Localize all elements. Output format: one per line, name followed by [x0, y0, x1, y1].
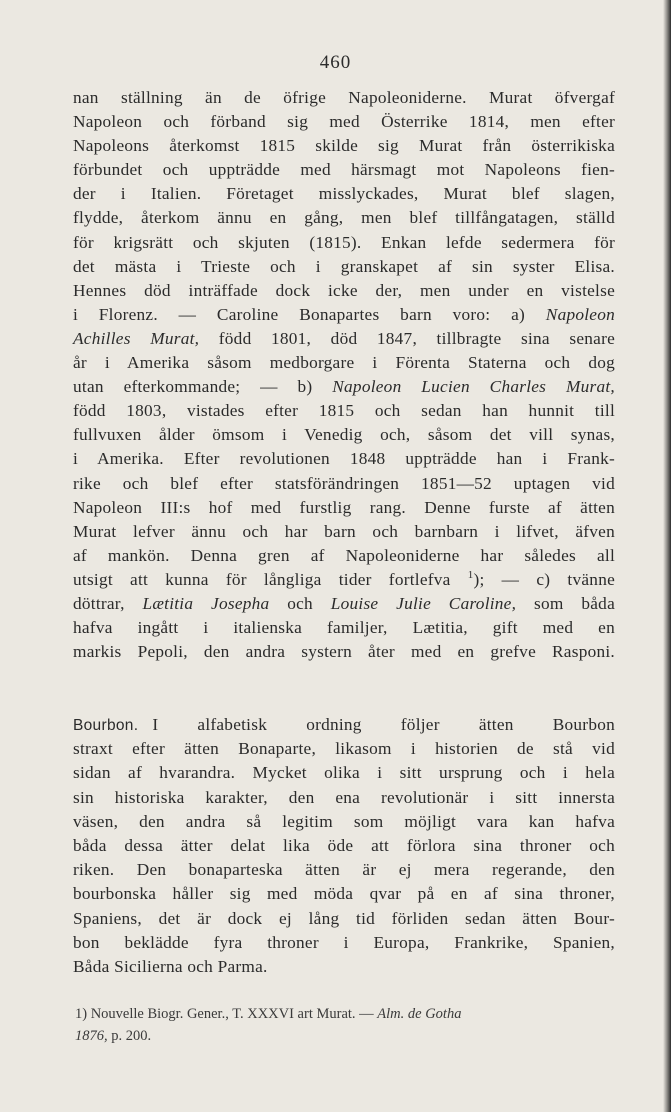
text-line — [73, 713, 615, 737]
text-line: markis Pepoli, den andra systern åter med en grefve Rasponi. — [73, 642, 615, 662]
text-line: Napoleon III:s hof med furstlig rang. Denne furste af ätten — [73, 497, 615, 517]
text-line: båda dessa ätter delat lika öde att förlora sina throner och — [73, 835, 615, 855]
text-line — [73, 375, 615, 399]
text-line: bourbonska håller sig med möda qvar på en af sina throner, — [73, 884, 615, 904]
footnote-marker: 1 — [467, 569, 474, 582]
text-line: bon beklädde fyra throner i Europa, Frankrike, Spanien, — [73, 932, 615, 952]
text-line — [73, 592, 615, 616]
text-line: Napoleons återkomst 1815 skilde sig Murat från österrikiska — [73, 136, 615, 156]
page-number: 460 — [319, 52, 352, 73]
text-line: der i Italien. Företaget misslyckades, Murat blef slagen, — [73, 184, 615, 204]
text-line: det mästa i Trieste och i granskapet af sin syster Elisa. — [73, 256, 615, 276]
text-segment: utsigt att kunna för långliga tider fortlefva — [73, 569, 451, 589]
text-line: född 1803, vistades efter 1815 och sedan han hunnit till — [73, 401, 615, 421]
text-line: sin historiska karakter, den ena revolutionär i sitt innersta — [73, 787, 615, 807]
paragraph-murat — [73, 86, 615, 664]
text-segment: och — [287, 593, 313, 613]
text-segment: ); — c) tvänne — [473, 569, 615, 589]
italic-name: Napoleon — [545, 304, 615, 324]
text-line: för krigsrätt och skjuten (1815). Enkan lefde sedermera för — [73, 232, 615, 252]
italic-name: Achilles Murat, — [73, 328, 200, 348]
footnote-italic: Alm. de Gotha — [377, 1006, 462, 1022]
footnote-line — [75, 1025, 615, 1047]
text-line — [73, 303, 615, 327]
text-line: väsen, den andra så legitim som möjligt vara kan hafva — [73, 811, 615, 831]
text-line: år i Amerika såsom medborgare i Förenta Staterna och dog — [73, 353, 615, 373]
text-line — [73, 327, 615, 351]
text-line: Spaniens, det är dock ej lång tid förliden sedan ätten Bour- — [73, 908, 615, 928]
text-line: nan ställning än de öfrige Napoleoniderne. Murat öfvergaf — [73, 88, 615, 107]
footnote-line — [75, 1003, 615, 1025]
footnote-page: p. 200. — [111, 1028, 152, 1044]
italic-name: Napoleon Lucien Charles Murat, — [332, 377, 615, 397]
text-line: rike och blef efter statsförändringen 1851—52 uptagen vid — [73, 473, 615, 493]
paragraph-bourbon — [73, 713, 615, 979]
text-line: Murat lefver ännu och har barn och barnbarn i lifvet, äfven — [73, 521, 615, 541]
footnote-text: 1) Nouvelle Biogr. Gener., T. XXXVI art Murat. — — [75, 1006, 374, 1022]
italic-name: Lætitia Josepha — [142, 593, 270, 613]
text-line: sidan af hvarandra. Mycket olika i sitt ursprung och i hela — [73, 763, 615, 783]
text-segment: utan efterkommande; — b) — [73, 377, 313, 397]
text-line: Båda Sicilierna och Parma. — [73, 956, 268, 976]
footnote-year: 1876, — [75, 1028, 108, 1044]
text-line: hafva ingått i italienska familjer, Lætitia, gift med en — [73, 618, 615, 638]
text-line: flydde, återkom ännu en gång, men blef tillfångatagen, ställd — [73, 208, 615, 228]
text-line: af mankön. Denna gren af Napoleoniderne har således all — [73, 545, 615, 565]
text-line: riken. Den bonaparteska ätten är ej mera regerande, den — [73, 860, 615, 880]
text-line: Hennes död inträffade dock icke der, men under en vistelse — [73, 280, 615, 300]
page-edge-shadow — [663, 0, 671, 1112]
text-segment: född 1801, död 1847, tillbragte sina senare — [218, 328, 615, 348]
text-line — [73, 568, 615, 592]
text-line: fullvuxen ålder ömsom i Venedig och, såsom det vill synas, — [73, 425, 615, 445]
text-line: förbundet och uppträdde med härsmagt mot Napoleons fien- — [73, 160, 615, 180]
text-line: Napoleon och förband sig med Österrike 1814, men efter — [73, 112, 615, 132]
text-line: i Amerika. Efter revolutionen 1848 uppträdde han i Frank- — [73, 449, 615, 469]
section-heading: Bourbon. — [73, 717, 139, 734]
text-segment: döttrar, — [73, 593, 125, 613]
text-segment: som båda — [534, 593, 615, 613]
text-segment: i Florenz. — Caroline Bonapartes barn voro: a) — [73, 304, 526, 324]
text-segment: I alfabetisk ordning följer ätten Bourbon — [152, 715, 615, 734]
text-line: straxt efter ätten Bonaparte, likasom i historien de stå vid — [73, 739, 615, 759]
italic-name: Louise Julie Caroline, — [330, 593, 517, 613]
footnote — [75, 1003, 615, 1047]
